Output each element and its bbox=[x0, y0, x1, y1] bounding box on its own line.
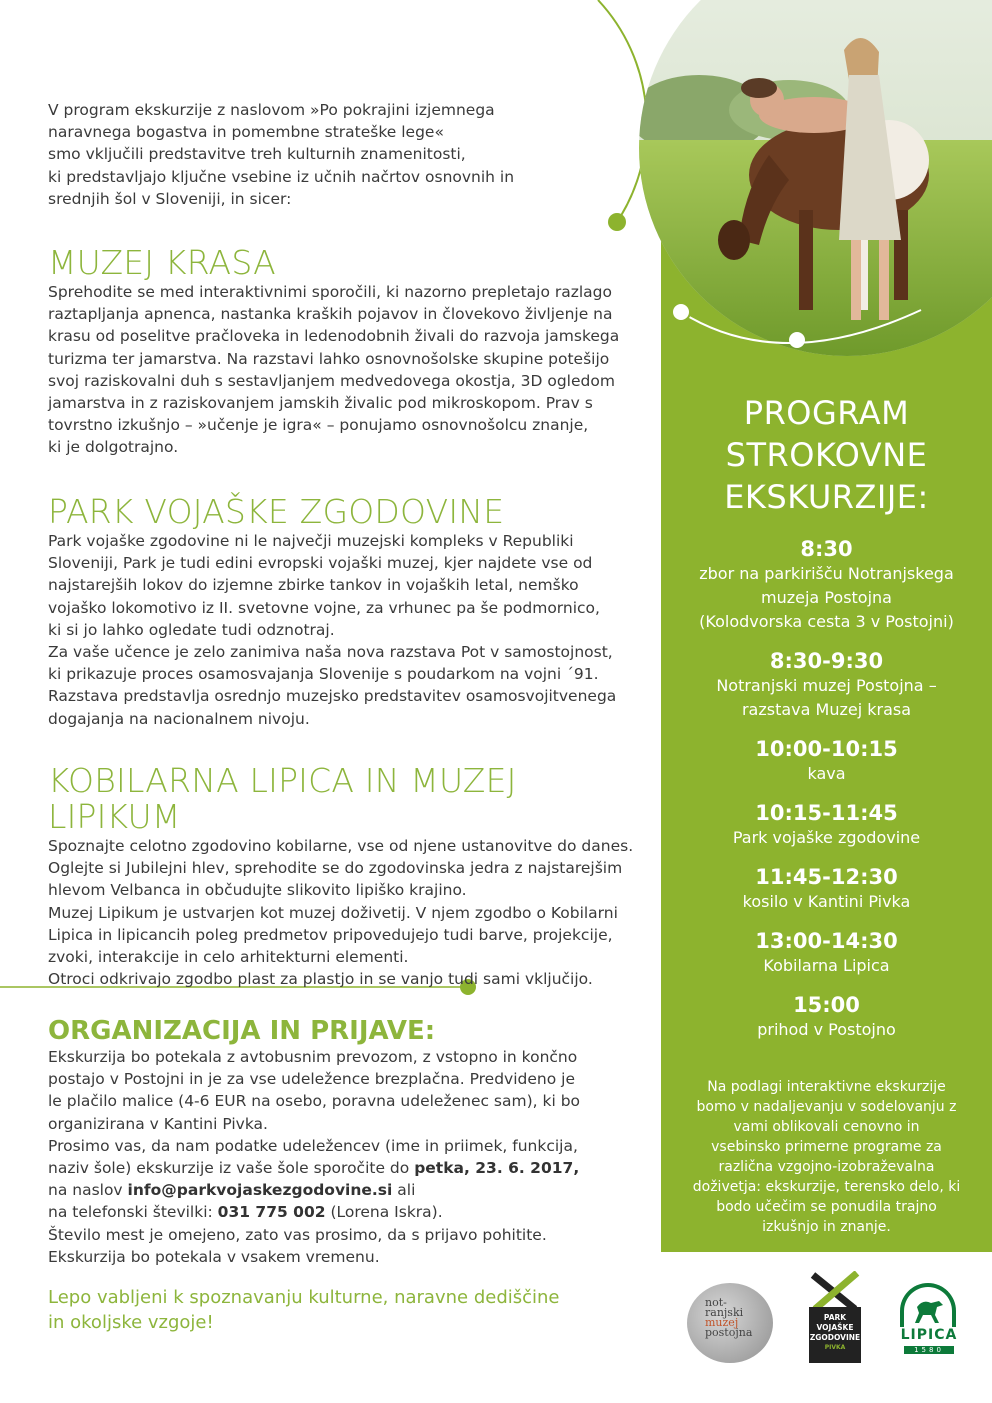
logo-text: LIPICA bbox=[900, 1327, 958, 1343]
org-email-line bbox=[48, 1179, 648, 1201]
note-line: vsebinsko primerne programe za bbox=[711, 1139, 942, 1155]
logo-lipica bbox=[898, 1283, 960, 1359]
schedule-time: 8:30-9:30 bbox=[769, 649, 884, 673]
org-line: Ekskurzija bo potekala z avtobusnim prevozom, z vstopno in končno bbox=[48, 1048, 578, 1066]
org-phone-line bbox=[48, 1201, 648, 1223]
program-title-line: PROGRAM bbox=[743, 394, 910, 432]
logo-notranjski-muzej bbox=[687, 1283, 773, 1363]
logo-park-vojaske-zgodovine bbox=[809, 1271, 861, 1363]
horse-icon bbox=[909, 1295, 949, 1325]
section-line: raztapljanja apnenca, nastanka kraških pojavov in človekovo življenje na bbox=[48, 305, 613, 324]
section-line: vojaško lokomotivo iz II. svetovne vojne, za vrhunec pa še podmornico, bbox=[48, 598, 600, 617]
section-line: Sprehodite se med interaktivnimi sporočili, ki nazorno prepletajo razlago bbox=[48, 283, 612, 301]
schedule-desc: prihod v Postojno bbox=[757, 1020, 896, 1039]
schedule-time: 8:30 bbox=[800, 537, 853, 561]
email-suffix: ali bbox=[392, 1181, 416, 1200]
section-title: KOBILARNA LIPICA IN MUZEJ LIPIKUM bbox=[48, 761, 517, 836]
schedule-item bbox=[661, 800, 992, 850]
note-line: različna vzgojno-izobraževalna bbox=[718, 1159, 935, 1175]
schedule-desc: zbor na parkirišču Notranjskega bbox=[699, 564, 954, 583]
logo-text: ranjski bbox=[705, 1306, 744, 1319]
org-line: organizirana v Kantini Pivka. bbox=[48, 1114, 268, 1133]
section-title: MUZEJ KRASA bbox=[48, 243, 276, 282]
intro-line: ki predstavljajo ključne vsebine iz učnih načrtov osnovnih in bbox=[48, 167, 515, 186]
schedule-item bbox=[661, 736, 992, 786]
org-line: Ekskurzija bo potekala v vsakem vremenu. bbox=[48, 1247, 380, 1266]
section-park-vojaske-zgodovine bbox=[48, 494, 648, 730]
schedule-desc: Park vojaške zgodovine bbox=[732, 828, 921, 847]
schedule-desc: Notranjski muzej Postojna – bbox=[716, 676, 937, 695]
schedule-time: 11:45-12:30 bbox=[755, 865, 898, 889]
section-line: tovrstno izkušnjo – »učenje je igra« – ponujamo osnovnošolcu znanje, bbox=[48, 416, 589, 435]
intro-line: V program ekskurzije z naslovom »Po pokrajini izjemnega bbox=[48, 101, 495, 119]
section-line: turizma ter jamarstva. Na razstavi lahko osnovnošolske skupine potešijo bbox=[48, 349, 610, 368]
schedule-desc: (Kolodvorska cesta 3 v Postojni) bbox=[699, 612, 954, 631]
arc-dot-white-1 bbox=[672, 303, 690, 321]
panel-arcs bbox=[661, 200, 992, 370]
section-line: Sloveniji, Park je tudi edini evropski vojaški muzej, kjer najdete vse od bbox=[48, 554, 593, 573]
closing-text bbox=[48, 1285, 648, 1335]
section-title: PARK VOJAŠKE ZGODOVINE bbox=[48, 492, 505, 531]
section-line: Za vaše učence je zelo zanimiva naša nova razstava Pot v samostojnost, bbox=[48, 643, 613, 662]
section-line: Park vojaške zgodovine ni le največji muzejski kompleks v Republiki bbox=[48, 532, 574, 550]
closing-line: Lepo vabljeni k spoznavanju kulturne, naravne dediščine bbox=[48, 1287, 560, 1308]
schedule-time: 10:15-11:45 bbox=[755, 801, 898, 825]
section-line: Otroci odkrivajo zgodbo plast za plastjo in se vanjo tudi sami vključijo. bbox=[48, 970, 593, 989]
schedule-item bbox=[661, 992, 992, 1042]
section-line: najstarejših lokov do izjemne zbirke tankov in vojaških letal, nemško bbox=[48, 576, 579, 595]
section-line: Spoznajte celotno zgodovino kobilarne, vse od njene ustanovitve do danes. bbox=[48, 837, 634, 855]
arc-dot bbox=[608, 213, 626, 231]
program-schedule bbox=[661, 522, 992, 1042]
park-logo-mark bbox=[809, 1271, 861, 1311]
closing-line: in okoljske vzgoje! bbox=[48, 1312, 214, 1333]
schedule-desc: kosilo v Kantini Pivka bbox=[742, 892, 911, 911]
note-line: bomo v nadaljevanju v sodelovanju z bbox=[696, 1099, 957, 1115]
logo-text: not- bbox=[705, 1296, 727, 1309]
org-line: postajo v Postojni in je za vse udeležence brezplačna. Predvideno je bbox=[48, 1070, 575, 1089]
arc-dot-white-2 bbox=[789, 332, 805, 348]
section-line: Oglejte si Jubilejni hlev, sprehodite se do zgodovinska jedra z najstarejšim bbox=[48, 859, 623, 878]
email-prefix: na naslov bbox=[48, 1181, 128, 1200]
section-muzej-krasa bbox=[48, 245, 648, 459]
intro-line: smo vključili predstavitve treh kulturnih znamenitosti, bbox=[48, 145, 466, 164]
note-line: vami oblikovali cenovno in bbox=[733, 1119, 920, 1135]
section-organizacija bbox=[48, 1016, 648, 1268]
section-line: svoj raziskovalni duh s sestavljanjem medvedovega okostja, 3D ogledom bbox=[48, 371, 615, 390]
section-line: jamarstva in z raziskovanjem jamskih živalic pod mikroskopom. Prav s bbox=[48, 394, 593, 413]
logo-text: ZGODOVINE bbox=[809, 1333, 861, 1342]
program-title bbox=[661, 392, 992, 518]
phone-number[interactable]: 031 775 002 bbox=[217, 1203, 326, 1222]
org-line: le plačilo malice (4-6 EUR na osebo, poravna udeleženec sam), ki bo bbox=[48, 1092, 581, 1111]
note-line: Na podlagi interaktivne ekskurzije bbox=[707, 1079, 946, 1095]
deadline-prefix: naziv šole) ekskurzije iz vaše šole sporočite do bbox=[48, 1159, 415, 1178]
note-line: bodo učečim se ponudila trajno bbox=[716, 1199, 937, 1215]
org-line: Prosimo vas, da nam podatke udeležencev (ime in priimek, funkcija, bbox=[48, 1136, 578, 1155]
section-line: Lipica in lipicancih poleg predmetov pripovedujejo tudi barve, projekcije, bbox=[48, 925, 613, 944]
schedule-time: 15:00 bbox=[793, 993, 860, 1017]
note-line: doživetja: ekskurzije, terensko delo, ki bbox=[692, 1179, 961, 1195]
program-title-line: EKSKURZIJE: bbox=[724, 478, 929, 516]
program-title-line: STROKOVNE bbox=[725, 436, 928, 474]
schedule-desc: kava bbox=[807, 764, 846, 783]
deadline-date: petka, 23. 6. 2017, bbox=[414, 1159, 580, 1178]
logo-text: VOJAŠKE bbox=[816, 1323, 854, 1332]
section-line: dogajanja na nacionalnem nivoju. bbox=[48, 709, 310, 728]
section-line: ki si jo lahko ogledate tudi odznotraj. bbox=[48, 620, 335, 639]
org-line: Število mest je omejeno, zato vas prosimo, da s prijavo pohitite. bbox=[48, 1225, 547, 1244]
intro-line: srednjih šol v Sloveniji, in sicer: bbox=[48, 189, 292, 208]
section-line: Muzej Lipikum je ustvarjen kot muzej doživetij. V njem zgodbo o Kobilarni bbox=[48, 903, 618, 922]
section-line: ki je dolgotrajno. bbox=[48, 438, 179, 457]
intro-line: naravnega bogastva in pomembne strateške lege« bbox=[48, 123, 444, 142]
schedule-time: 13:00-14:30 bbox=[755, 929, 898, 953]
schedule-item bbox=[661, 536, 992, 634]
schedule-time: 10:00-10:15 bbox=[755, 737, 898, 761]
intro-text bbox=[48, 99, 608, 210]
phone-prefix: na telefonski številki: bbox=[48, 1203, 218, 1222]
section-line: Razstava predstavlja osrednjo muzejsko predstavitev osamosvojitvenega bbox=[48, 687, 617, 706]
schedule-desc: Kobilarna Lipica bbox=[763, 956, 890, 975]
section-line: zvoki, interakcije in celo arhitekturni elementi. bbox=[48, 948, 409, 967]
program-note bbox=[675, 1077, 978, 1237]
schedule-item bbox=[661, 928, 992, 978]
section-title: ORGANIZACIJA IN PRIJAVE: bbox=[48, 1016, 436, 1046]
section-kobilarna-lipica bbox=[48, 763, 658, 990]
email-link[interactable]: info@parkvojaskezgodovine.si bbox=[127, 1181, 393, 1200]
section-line: krasu od poselitve pračloveka in ledenodobnih živali do razvoja jamskega bbox=[48, 327, 620, 346]
logo-text: PIVKA bbox=[824, 1344, 846, 1351]
schedule-desc: muzeja Postojna bbox=[761, 588, 892, 607]
logo-text: postojna bbox=[705, 1326, 753, 1339]
org-deadline-line bbox=[48, 1157, 648, 1179]
schedule-desc: razstava Muzej krasa bbox=[741, 700, 912, 719]
logo-text: PARK bbox=[823, 1313, 847, 1322]
logo-text: 1580 bbox=[904, 1346, 954, 1354]
logo-text: muzej bbox=[705, 1316, 739, 1329]
note-line: izkušnjo in znanje. bbox=[762, 1219, 891, 1235]
section-line: ki prikazuje proces osamosvajanja Slovenije s poudarkom na vojni ´91. bbox=[48, 665, 599, 684]
schedule-item bbox=[661, 864, 992, 914]
phone-suffix: (Lorena Iskra). bbox=[325, 1203, 443, 1222]
schedule-item bbox=[661, 648, 992, 722]
section-line: hlevom Velbanca in občudujte slikovito lipiško krajino. bbox=[48, 881, 467, 900]
